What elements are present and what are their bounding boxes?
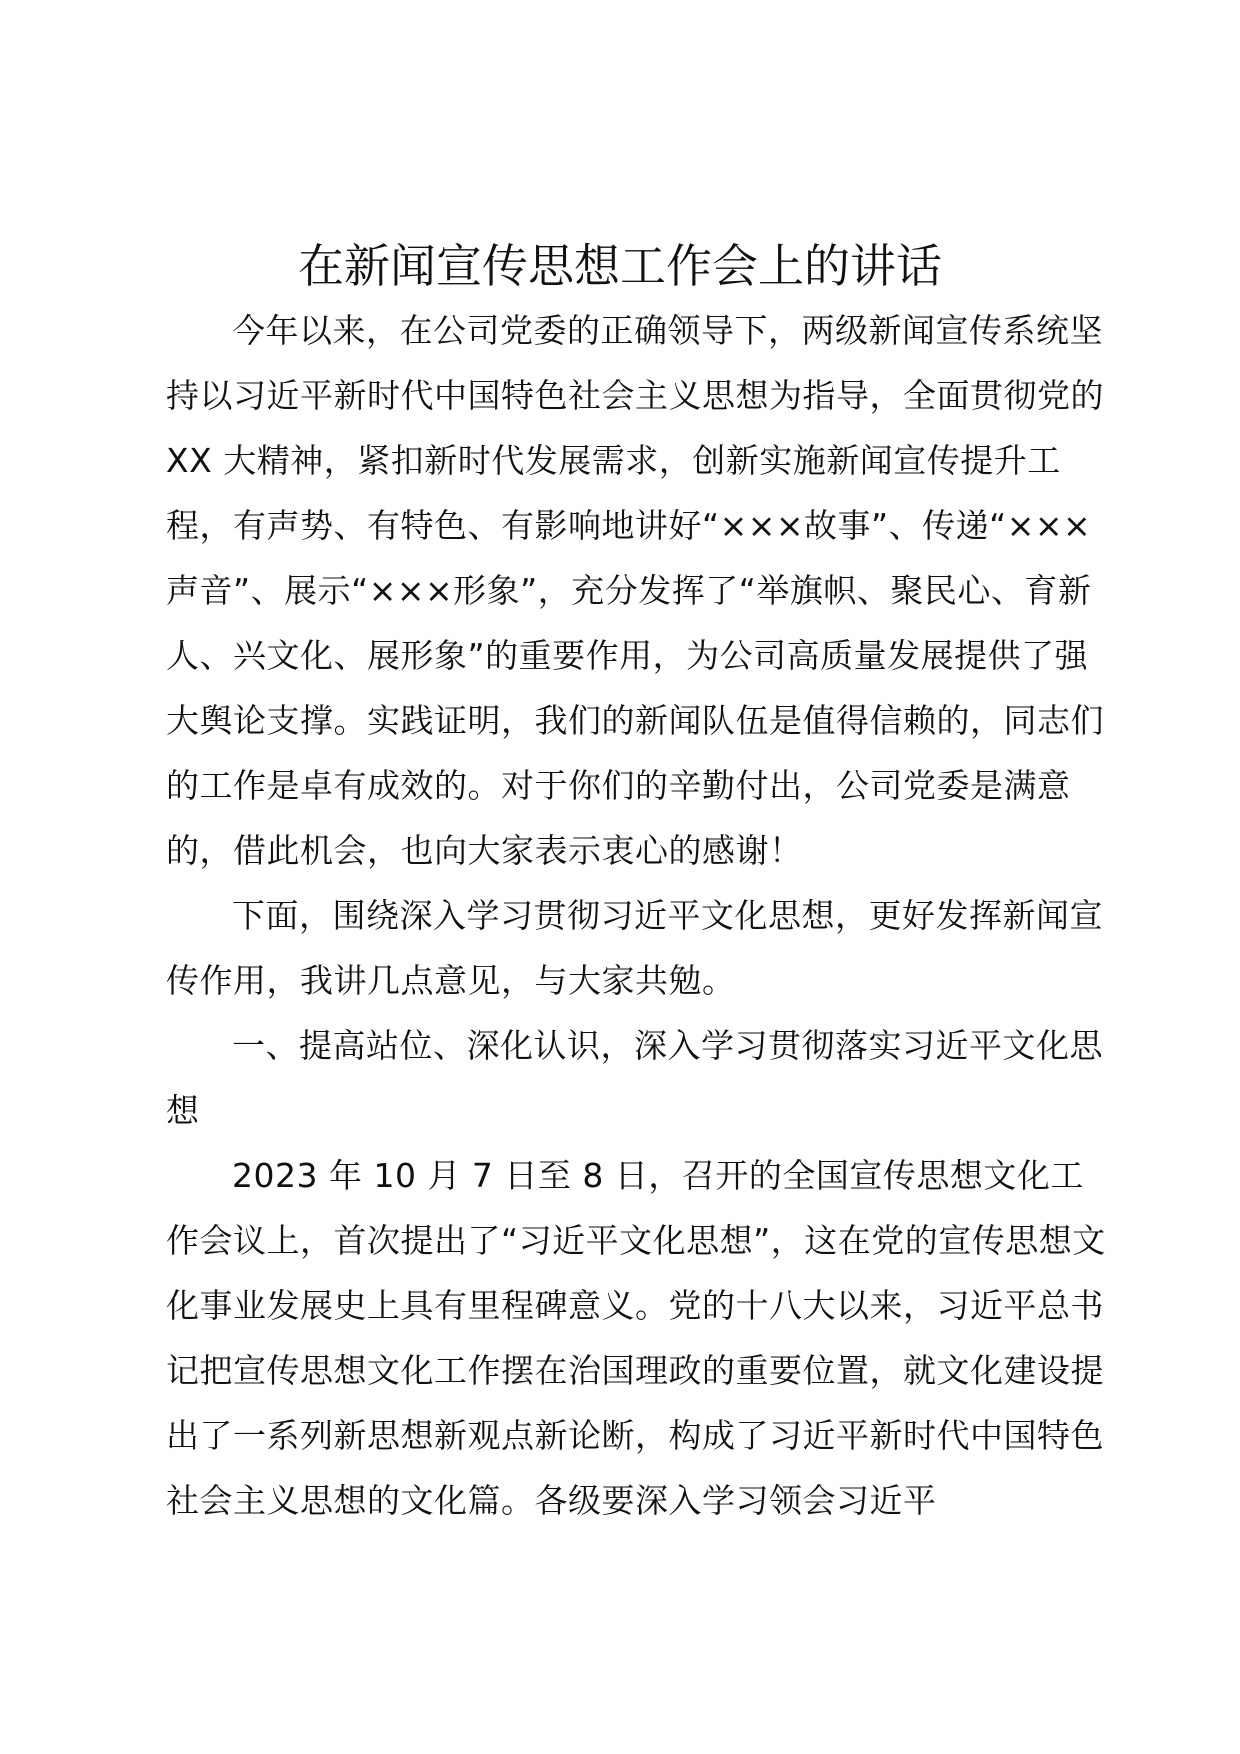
paragraph-intro: 今年以来，在公司党委的正确领导下，两级新闻宣传系统坚持以习近平新时代中国特色社会主义思想为指导，全面贯彻党的 XX 大精神，紧扣新时代发展需求，创新实施新闻宣传提升工程，有声势、有特色、有影响地讲好“×××故事”、传递“×××声音”、展示“×××形象”，充分发挥了“举旗帜、聚民心、育新人、兴文化、展形象”的重要作用，为公司高质量发展提供了强大舆论支撑。实践证明，我们的新闻队伍是值得信赖的，同志们的工作是卓有成效的。对于你们的辛勤付出，公司党委是满意的，借此机会，也向大家表示衷心的感谢！: [166, 311, 1104, 870]
document-body: [166, 298, 1116, 1533]
paragraph-section-1: 2023 年 10 月 7 日至 8 日，召开的全国宣传思想文化工作会议上，首次提出了“习近平文化思想”，这在党的宣传思想文化事业发展史上具有里程碑意义。党的十八大以来，习近平总书记把宣传思想文化工作摆在治国理政的重要位置，就文化建设提出了一系列新思想新观点新论断，构成了习近平新时代中国特色社会主义思想的文化篇。各级要深入学习领会习近平: [166, 1156, 1106, 1520]
paragraph-transition: 下面，围绕深入学习贯彻习近平文化思想，更好发挥新闻宣传作用，我讲几点意见，与大家共勉。: [166, 896, 1103, 1000]
section-heading-1: 一、提高站位、深化认识，深入学习贯彻落实习近平文化思想: [166, 1026, 1103, 1130]
document-title: 在新闻宣传思想工作会上的讲话: [298, 239, 942, 293]
